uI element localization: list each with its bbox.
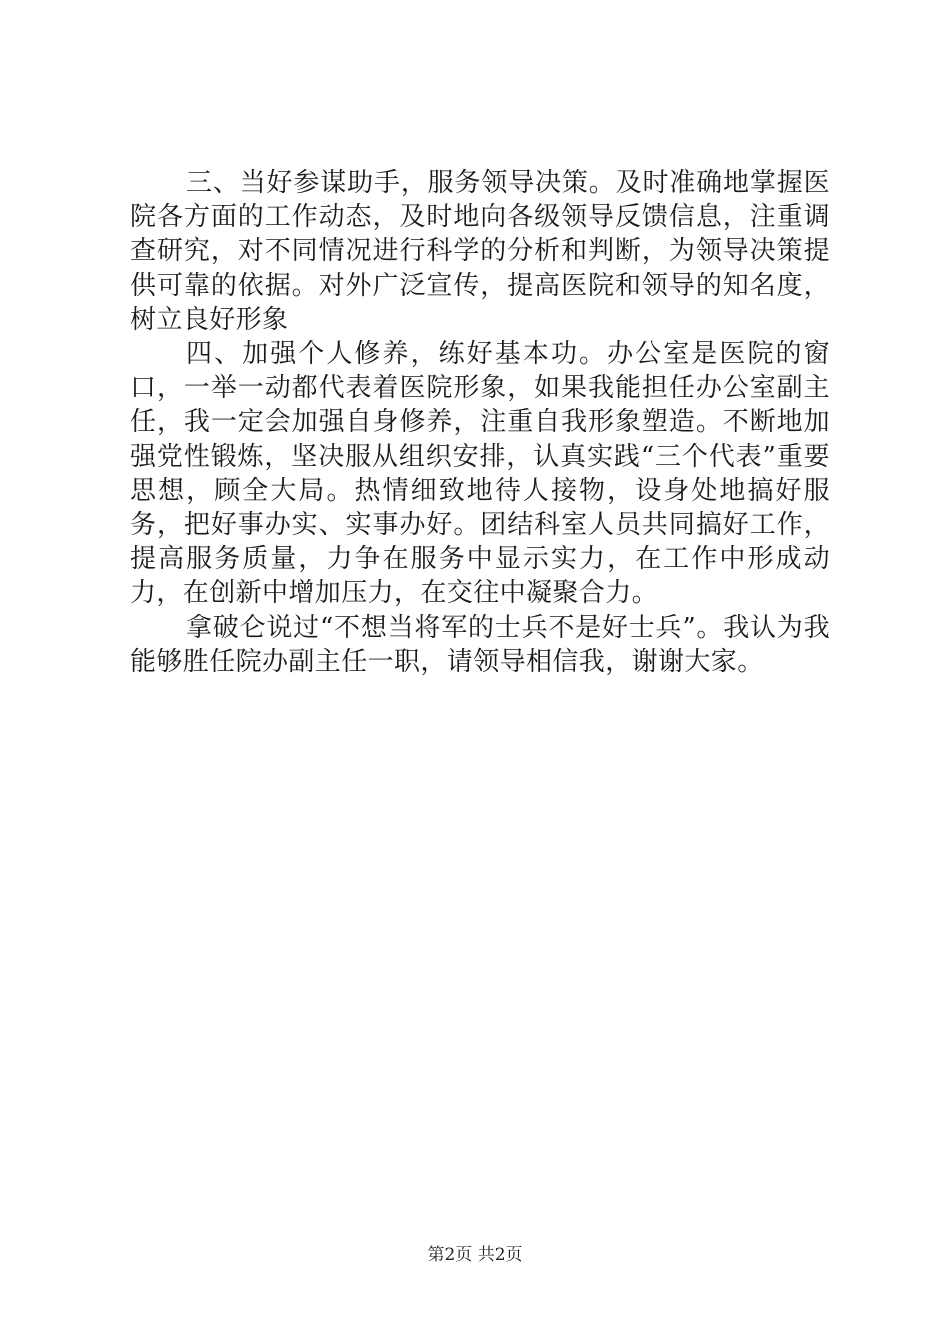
document-body	[130, 166, 830, 679]
paragraph-closing: 拿破仑说过“不想当将军的士兵不是好士兵”。我认为我能够胜任院办副主任一职，请领导相信我，谢谢大家。	[130, 612, 830, 677]
paragraph-section-three: 三、当好参谋助手，服务领导决策。及时准确地掌握医院各方面的工作动态，及时地向各级领导反馈信息，注重调查研究，对不同情况进行科学的分析和判断，为领导决策提供可靠的依据。对外广泛宣传，提高医院和领导的知名度，树立良好形象	[130, 168, 830, 335]
paragraph-section-four: 四、加强个人修养，练好基本功。办公室是医院的窗口，一举一动都代表着医院形象，如果我能担任办公室副主任，我一定会加强自身修养，注重自我形象塑造。不断地加强党性锻炼，坚决服从组织安排，认真实践“三个代表”重要思想，顾全大局。热情细致地待人接物，设身处地搞好服务，把好事办实、实事办好。团结科室人员共同搞好工作，提高服务质量，力争在服务中显示实力，在工作中形成动力，在创新中增加压力，在交往中凝聚合力。	[130, 339, 830, 609]
page-number-footer: 第2页 共2页	[427, 1245, 523, 1265]
